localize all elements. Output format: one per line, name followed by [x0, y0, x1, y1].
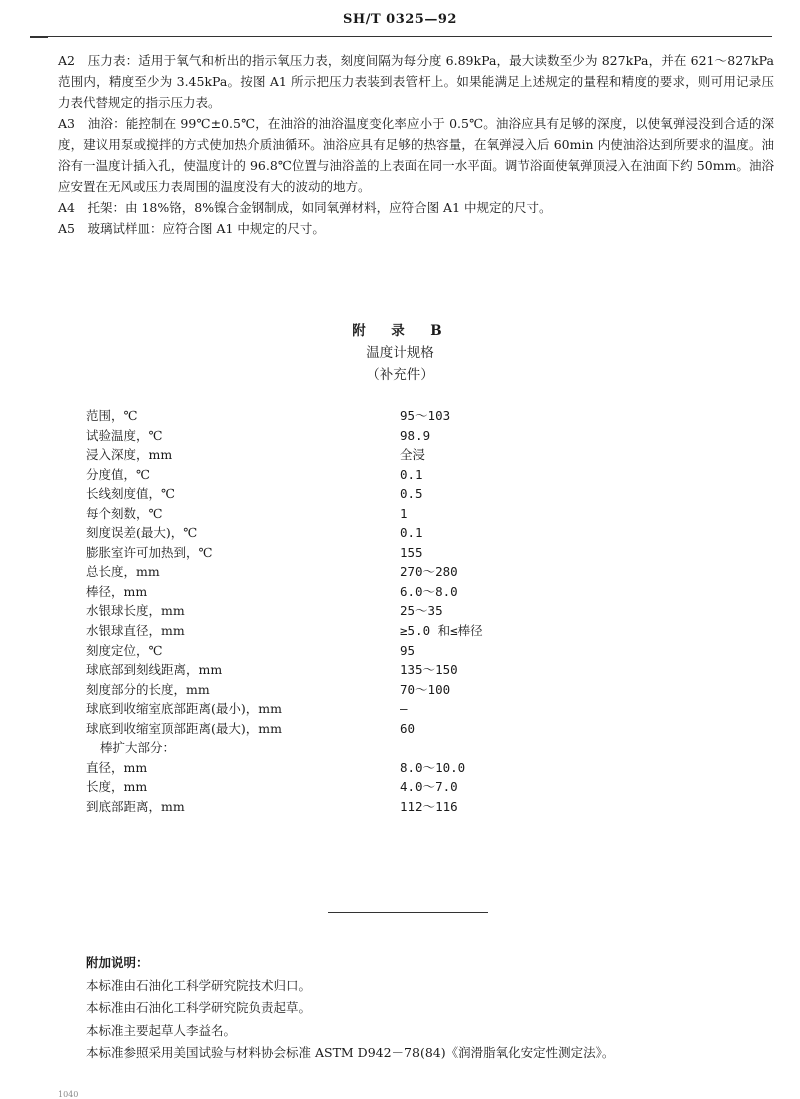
spec-value: 1	[400, 505, 408, 521]
notes-line: 本标准由石油化工科学研究院技术归口。	[86, 977, 312, 993]
spec-value: 70～100	[400, 681, 451, 697]
spec-row	[86, 738, 646, 758]
spec-value: 6.0～8.0	[400, 583, 458, 599]
spec-value: 135～150	[400, 662, 458, 678]
spec-row	[86, 543, 646, 563]
spec-label: 水银球长度，mm	[86, 603, 185, 619]
spec-row	[86, 504, 646, 524]
spec-label: 分度值，℃	[86, 466, 150, 482]
spec-label: 长度，mm	[86, 779, 148, 795]
spec-value: 4.0～7.0	[400, 779, 458, 795]
spec-value: 0.5	[400, 486, 423, 502]
spec-value: 8.0～10.0	[400, 759, 466, 775]
spec-value: 60	[400, 720, 416, 736]
spec-row	[86, 601, 646, 621]
spec-value: 0.1	[400, 525, 423, 541]
spec-label: 棒径，mm	[86, 583, 148, 599]
spec-value: 25～35	[400, 603, 443, 619]
notes-line: 本标准主要起草人李益名。	[86, 1022, 237, 1038]
spec-label: 到底部距离，mm	[86, 798, 185, 814]
spec-label: 水银球直径，mm	[86, 623, 185, 639]
spec-row	[86, 582, 646, 602]
header-rule-mark	[30, 36, 48, 38]
body-text	[58, 50, 774, 239]
spec-value: 0.1	[400, 466, 423, 482]
spec-label: 膨胀室许可加热到，℃	[86, 544, 213, 560]
spec-label: 刻度定位，℃	[86, 642, 163, 658]
spec-row	[86, 445, 646, 465]
additional-notes	[86, 952, 776, 1065]
page-header: SH/T 0325—92	[343, 12, 457, 27]
spec-label: 浸入深度，mm	[86, 447, 173, 463]
spec-value: ≥5.0 和≤棒径	[400, 623, 483, 639]
appendix-title: 附 录 B	[352, 323, 448, 339]
spec-value: 112～116	[400, 798, 458, 814]
spec-label: 总长度，mm	[86, 564, 160, 580]
spec-label: 球底到收缩室底部距离(最小)，mm	[86, 701, 282, 717]
spec-row	[86, 699, 646, 719]
spec-value: 95	[400, 642, 416, 658]
spec-row	[86, 562, 646, 582]
section-divider	[328, 912, 488, 913]
spec-label: 范围，℃	[86, 408, 138, 423]
spec-value: 95～103	[400, 408, 451, 423]
spec-row	[86, 523, 646, 543]
page-number: 1040	[58, 1090, 79, 1099]
spec-label: 试验温度，℃	[86, 427, 163, 443]
paragraph-a3: A3 油浴：能控制在 99℃±0.5℃，在油浴的油浴温度变化率应小于 0.5℃。油浴应具有足够的深度，以使氧弹浸没到合适的深度，建议用泵或搅拌的方式使加热介质油循环。油浴应具有足够的热容量，在氧弹浸入后 60min 内使油浴达到所要求的温度。油浴有一温度计插入孔，使温度计的 96.8℃位置与油浴盖的上表面在同一水平面。调节浴面使氧弹顶浸入在油面下约 50mm。油浴应安置在无风或压力表周围的温度没有大的波动的地方。	[58, 116, 774, 194]
spec-label: 刻度误差(最大)，℃	[86, 525, 198, 541]
spec-label: 每个刻数，℃	[86, 505, 163, 521]
spec-value: —	[400, 701, 408, 717]
spec-value: 全浸	[400, 447, 426, 463]
spec-label: 长线刻度值，℃	[86, 486, 175, 502]
appendix-note: （补充件）	[366, 367, 434, 383]
spec-value: 270～280	[400, 564, 458, 580]
spec-row	[86, 797, 646, 817]
notes-line: 本标准参照采用美国试验与材料协会标准 ASTM D942－78(84)《润滑脂氧化安定性测定法》。	[86, 1045, 615, 1060]
spec-row	[86, 621, 646, 641]
spec-row	[86, 641, 646, 661]
spec-label: 球底部到刻线距离，mm	[86, 662, 223, 678]
spec-row	[86, 758, 646, 778]
spec-label: 球底到收缩室顶部距离(最大)，mm	[86, 720, 282, 736]
spec-row	[86, 660, 646, 680]
header-rule	[30, 36, 772, 37]
spec-row	[86, 777, 646, 797]
notes-line: 本标准由石油化工科学研究院负责起草。	[86, 1000, 312, 1015]
paragraph-a4: A4 托架：由 18%铬，8%镍合金钢制成，如同氧弹材料，应符合图 A1 中规定的尺寸。	[58, 200, 552, 215]
spec-row	[86, 484, 646, 504]
spec-row	[86, 406, 646, 426]
notes-title: 附加说明：	[86, 955, 149, 970]
spec-value: 155	[400, 544, 423, 560]
spec-row	[86, 680, 646, 700]
spec-row	[86, 465, 646, 485]
paragraph-a5: A5 玻璃试样皿：应符合图 A1 中规定的尺寸。	[58, 221, 325, 236]
paragraph-a2: A2 压力表：适用于氧气和析出的指示氧压力表，刻度间隔为每分度 6.89kPa，最大读数至少为 827kPa，并在 621～827kPa 范围内，精度至少为 3.45kPa。按图 A1 所示把压力表装到表管杆上。如果能满足上述规定的量程和精度的要求，则可用记录压力表代替规定的指示压力表。	[58, 53, 774, 110]
spec-label: 直径，mm	[86, 759, 148, 775]
spec-row	[86, 426, 646, 446]
spec-row	[86, 719, 646, 739]
thermometer-spec-list	[86, 406, 646, 816]
appendix-subtitle: 温度计规格	[366, 345, 434, 361]
spec-label: 棒扩大部分：	[100, 740, 176, 756]
spec-label: 刻度部分的长度，mm	[86, 681, 210, 697]
appendix-heading	[0, 320, 800, 386]
spec-value: 98.9	[400, 427, 431, 443]
